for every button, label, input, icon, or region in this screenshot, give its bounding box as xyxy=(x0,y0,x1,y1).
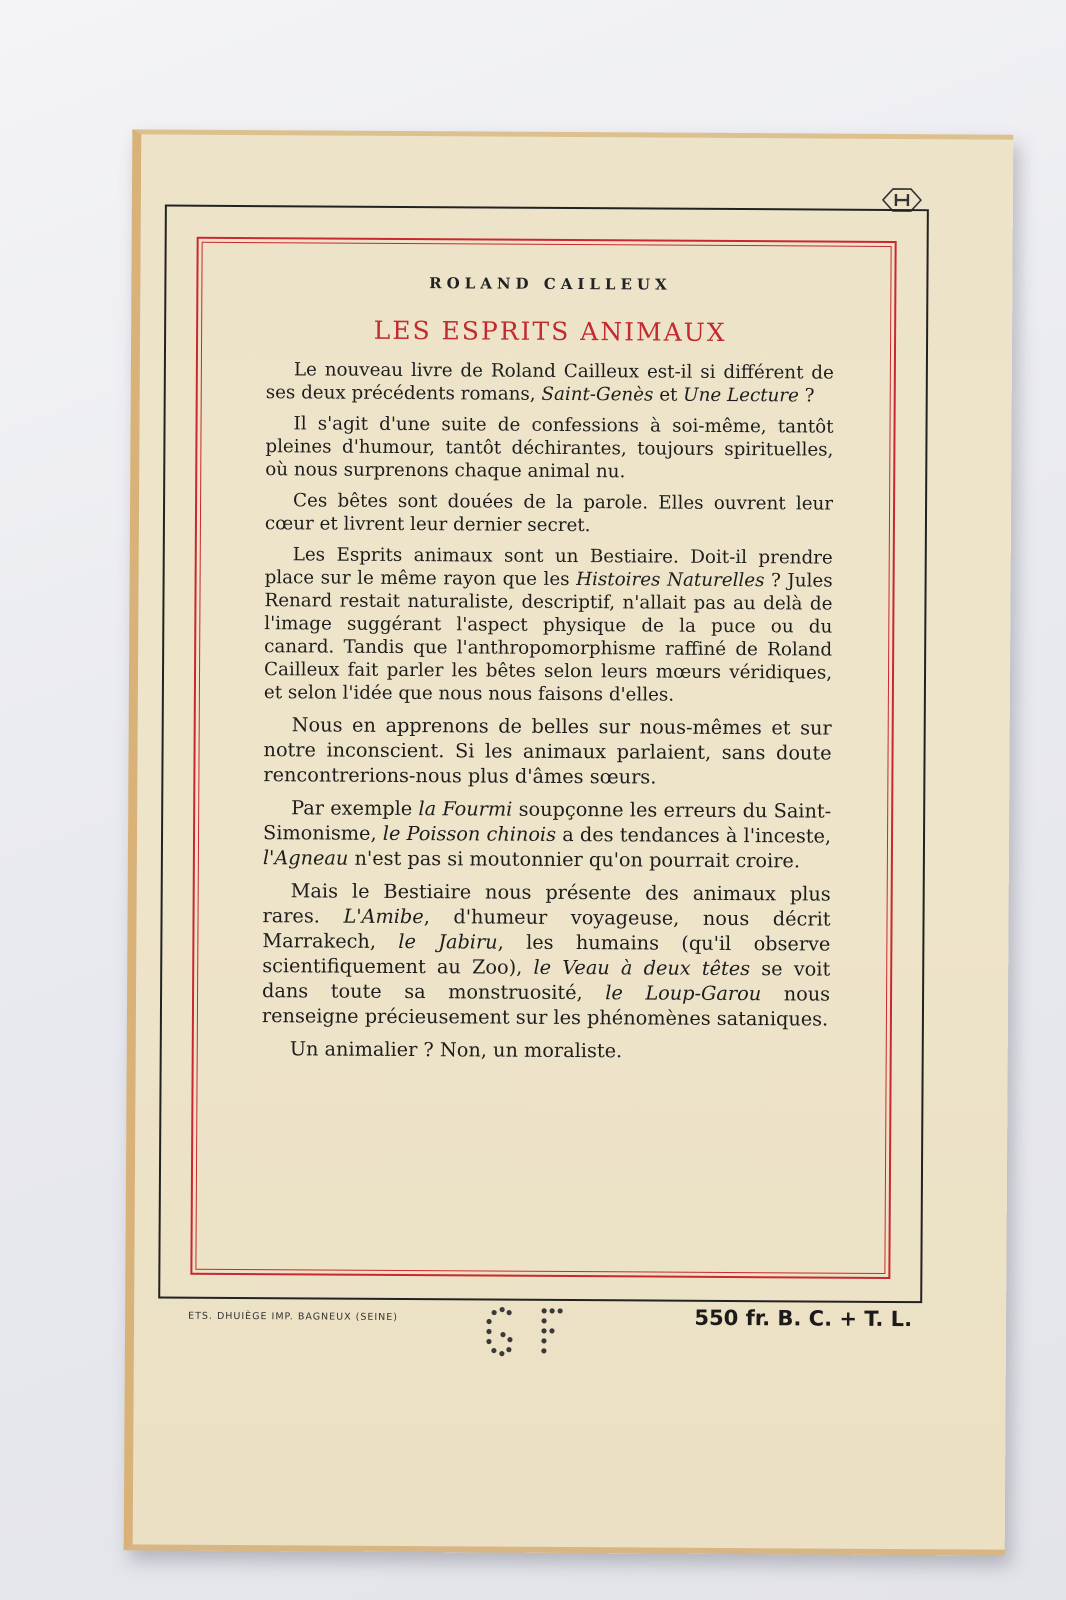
cover-footer xyxy=(158,1299,922,1364)
italic-title-text: Histoires Naturelles xyxy=(576,569,765,592)
paragraph-text: Le nouveau livre de Roland Cailleux est-il si différent de ses deux précédents romans, xyxy=(265,359,834,405)
paragraph-text: Ces bêtes sont douées de la parole. Elles ouvrent leur cœur et livrent leur dernier secret. xyxy=(264,490,834,537)
paragraph-text: et xyxy=(653,384,684,406)
paragraph-text: nous renseigne précieusement sur les phénomènes sataniques. xyxy=(261,982,831,1031)
paragraph-text: Nous en apprenons de belles sur nous-mêmes et sur notre inconscient. Si les animaux parlaient, sans doute rencontrerions-nous plus d'âmes sœurs. xyxy=(263,713,832,789)
italic-title-text: le Loup-Garou xyxy=(605,981,762,1006)
blurb-paragraph xyxy=(264,543,833,707)
paragraph-text: n'est pas si moutonnier qu'on pourrait croire. xyxy=(348,846,801,873)
price-label: 550 fr. B. C. + T. L. xyxy=(694,1305,913,1332)
blurb-paragraph xyxy=(265,489,833,538)
paragraph-text: se voit dans toute sa monstruosité, xyxy=(262,957,831,1005)
blurb-paragraph xyxy=(263,795,831,873)
italic-title-text: Saint-Genès xyxy=(541,383,654,406)
italic-title-text: Une Lecture xyxy=(683,384,799,407)
italic-title-text: le Jabiru xyxy=(398,929,498,954)
blurb-text-block xyxy=(262,273,835,1072)
black-border-frame xyxy=(158,205,929,1304)
blurb-paragraph xyxy=(265,412,833,484)
italic-title-text: le Poisson chinois xyxy=(382,821,557,846)
printer-imprint: ETS. DHUIÈGE IMP. BAGNEUX (SEINE) xyxy=(188,1310,399,1323)
author-name: ROLAND CAILLEUX xyxy=(429,274,672,294)
book-title: LES ESPRITS ANIMAUX xyxy=(373,315,727,347)
italic-title-text: l'Agneau xyxy=(262,846,349,870)
blurb-paragraph xyxy=(262,878,831,1031)
italic-title-text: la Fourmi xyxy=(418,797,513,821)
blurb-paragraph xyxy=(263,712,831,790)
paragraph-text: Les Esprits animaux sont un Bestiaire. Doit-il prendre place sur le même rayon que les xyxy=(264,544,833,591)
paragraph-text: a des tendances à l'inceste, xyxy=(555,822,832,848)
paragraph-text: Mais le Bestiaire nous présente des animaux plus rares. xyxy=(262,879,831,928)
book-back-cover xyxy=(124,129,1014,1555)
paragraph-text: ? Jules Renard restait naturaliste, descriptif, n'allait pas au delà de l'image suggérant l'aspect physique de la puce ou du canard. Tandis que l'anthropomorphisme raffiné de Roland Cailleux fait parler les bêtes selon leurs mœurs véridiques, et selon l'idée que nous nous faisons d'elles. xyxy=(263,570,833,706)
blurb-paragraph xyxy=(266,358,834,407)
gf-dots-logo-icon xyxy=(476,1302,586,1363)
paragraph-text: Il s'agit d'une suite de confessions à soi-même, tantôt pleines d'humour, tantôt déchirantes, toujours spirituelles, où nous surprenons chaque animal nu. xyxy=(265,413,834,483)
blurb-paragraphs xyxy=(262,358,834,1064)
paragraph-text: ? xyxy=(798,385,815,407)
paragraph-text: soupçonne les erreurs du Saint-Simonisme, xyxy=(262,797,832,845)
paragraph-text: , les humains (qu'il observe scientifiquement au Zoo), xyxy=(262,930,831,979)
paragraph-text: , d'humeur voyageuse, nous décrit Marrakech, xyxy=(262,905,831,953)
paragraph-text: Un animalier ? Non, un moraliste. xyxy=(289,1037,623,1063)
italic-title-text: le Veau à deux têtes xyxy=(533,955,751,981)
red-border-frame xyxy=(190,237,896,1279)
italic-title-text: L'Amibe xyxy=(343,904,424,929)
blurb-paragraph xyxy=(262,1036,830,1064)
paragraph-text: Par exemple xyxy=(291,796,419,821)
